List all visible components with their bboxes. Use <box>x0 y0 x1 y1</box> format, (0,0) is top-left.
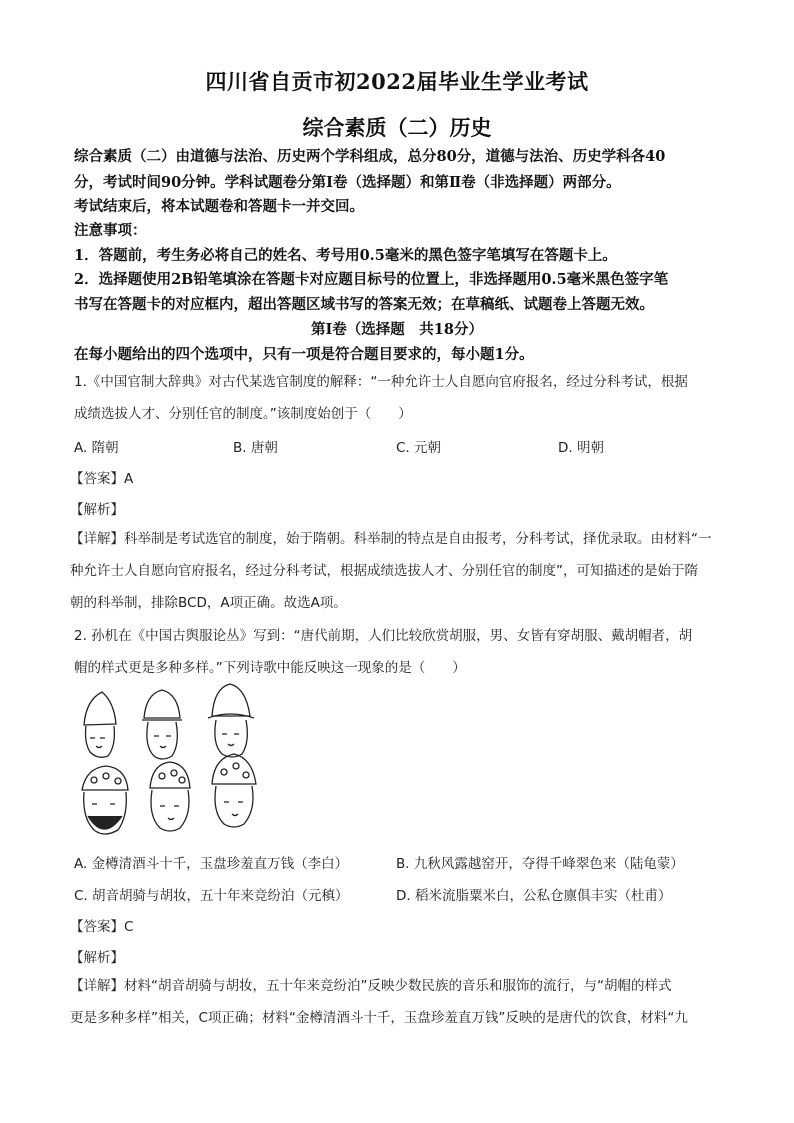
head-figure <box>208 684 254 757</box>
q2-option-a: A. 金樽清酒斗十千，玉盘珍羞直万钱（李白） <box>74 856 349 872</box>
question-line: 帽的样式更是多种多样。”下列诗歌中能反映这一现象的是（ ） <box>74 660 466 676</box>
question-2-stem <box>74 620 724 684</box>
q2-option-c: C. 胡音胡骑与胡妆，五十年来竞纷泊（元稹） <box>74 888 349 904</box>
q2-analysis-label: 【解析】 <box>70 950 124 966</box>
q1-option-a: A. 隋朝 <box>74 440 119 456</box>
q1-analysis-label: 【解析】 <box>70 502 124 518</box>
instruction-line: 分，考试时间90分钟。学科试题卷分第Ⅰ卷（选择题）和第Ⅱ卷（非选择题）两部分。 <box>74 174 621 191</box>
note-item: 书写在答题卡的对应框内，超出答题区域书写的答案无效；在草稿纸、试题卷上答题无效。 <box>74 296 654 313</box>
head-figure <box>150 762 190 831</box>
section-rule: 在每小题给出的四个选项中，只有一项是符合题目要求的，每小题1分。 <box>74 346 534 363</box>
head-figure <box>212 754 256 827</box>
detail-line: 更是多种多样”相关，C项正确；材料“金樽清酒斗十千，玉盘珍羞直万钱”反映的是唐代的饮食，材料“九 <box>70 1010 688 1026</box>
detail-line: 种允许士人自愿向官府报名，经过分科考试，根据成绩选拔人才、分别任官的制度”，可知描述的是始于隋 <box>70 563 698 579</box>
notes-title: 注意事项： <box>74 222 147 239</box>
instruction-line: 综合素质（二）由道德与法治、历史两个学科组成，总分80分，道德与法治、历史学科各40 <box>74 148 666 165</box>
q2-option-d: D. 稻米流脂粟米白，公私仓廪俱丰实（杜甫） <box>396 888 672 904</box>
q1-detail <box>70 523 730 619</box>
q1-option-d: D. 明朝 <box>558 440 604 456</box>
section-title: 第Ⅰ卷（选择题 共18分） <box>311 321 483 338</box>
detail-line: 【详解】材料“胡音胡骑与胡妆，五十年来竞纷泊”反映少数民族的音乐和服饰的流行，与“胡帽的样式 <box>70 978 672 994</box>
note-item: 2．选择题使用2B铅笔填涂在答题卡对应题目标号的位置上，非选择题用0.5毫米黑色签字笔 <box>74 271 669 288</box>
head-figure <box>84 692 116 757</box>
q1-option-c: C. 元朝 <box>396 440 442 456</box>
question-line: 成绩选拔人才、分别任官的制度。”该制度始创于（ ） <box>74 406 412 422</box>
question-1-stem <box>74 366 724 430</box>
q2-option-b: B. 九秋风露越窑开，夺得千峰翠色来（陆龟蒙） <box>396 856 684 872</box>
head-figure <box>142 690 182 759</box>
question-line: 1.《中国官制大辞典》对古代某选官制度的解释：“一种允许士人自愿向官府报名，经过分科考试，根据 <box>74 374 688 390</box>
detail-line: 【详解】科举制是考试选官的制度，始于隋朝。科举制的特点是自由报考，分科考试，择优录取。由材料“一 <box>70 531 712 547</box>
head-figure <box>82 766 128 834</box>
hu-hats-illustration-icon <box>74 680 274 845</box>
q2-answer: 【答案】C <box>70 919 134 935</box>
note-item: 1．答题前，考生务必将自己的姓名、考号用0.5毫米的黑色签字笔填写在答题卡上。 <box>74 247 617 264</box>
q1-option-b: B. 唐朝 <box>233 440 278 456</box>
q2-detail <box>70 970 730 1034</box>
exam-title: 四川省自贡市初2022届毕业生学业考试 <box>205 69 589 94</box>
q1-answer: 【答案】A <box>70 471 134 487</box>
question-line: 2. 孙机在《中国古舆服论丛》写到：“唐代前期，人们比较欣赏胡服，男、女皆有穿胡服、戴胡帽者，胡 <box>74 628 693 644</box>
detail-line: 朝的科举制，排除BCD，A项正确。故选A项。 <box>70 595 347 611</box>
exam-subtitle: 综合素质（二）历史 <box>302 115 492 140</box>
instruction-line: 考试结束后，将本试题卷和答题卡一并交回。 <box>74 198 364 215</box>
